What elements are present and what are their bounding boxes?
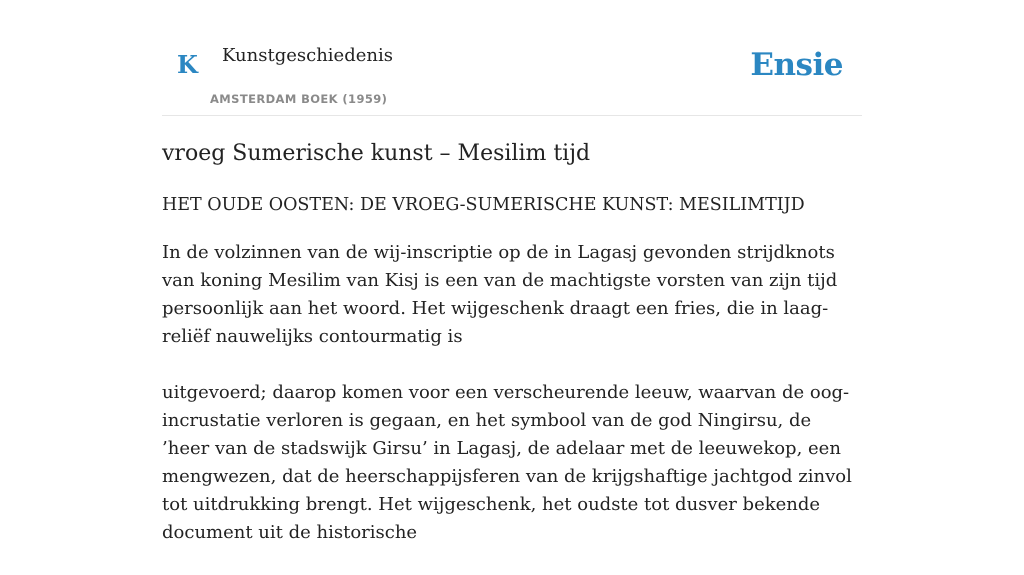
article-paragraph: In de volzinnen van de wij-inscriptie op de in Lagasj gevonden strijdknots van koning Mesilim van Kisj is een van de machtigste vorsten van zijn tijd persoonlijk aan het woord. Het wijgeschenk draagt een fries, die in laag-reliëf nauwelijks contourmatig is: [162, 242, 838, 347]
book-k-icon[interactable]: K: [177, 50, 198, 79]
header: [162, 0, 862, 116]
book-subtitle: AMSTERDAM BOEK (1959): [210, 92, 388, 106]
article-title: vroeg Sumerische kunst – Mesilim tijd: [162, 141, 591, 166]
ensie-logo[interactable]: Ensie: [750, 47, 843, 83]
article-body: [162, 239, 862, 575]
book-title-link[interactable]: Kunstgeschiedenis: [222, 45, 393, 66]
article-paragraph: uitgevoerd; daarop komen voor een verscheurende leeuw, waarvan de oog-incrustatie verloren is gegaan, en het symbool van de god Ningirsu, de ’heer van de stadswijk Girsu’ in Lagasj, de adelaar met de leeuwekop, een mengwezen, dat de heerschappijsferen van de krijgshaftige jachtgod zinvol tot uitdrukking brengt. Het wijgeschenk, het oudste tot dusver bekende document uit de historische: [162, 382, 852, 543]
page: [162, 0, 862, 543]
article-subtitle: HET OUDE OOSTEN: DE VROEG-SUMERISCHE KUNST: MESILIMTIJD: [162, 195, 805, 215]
